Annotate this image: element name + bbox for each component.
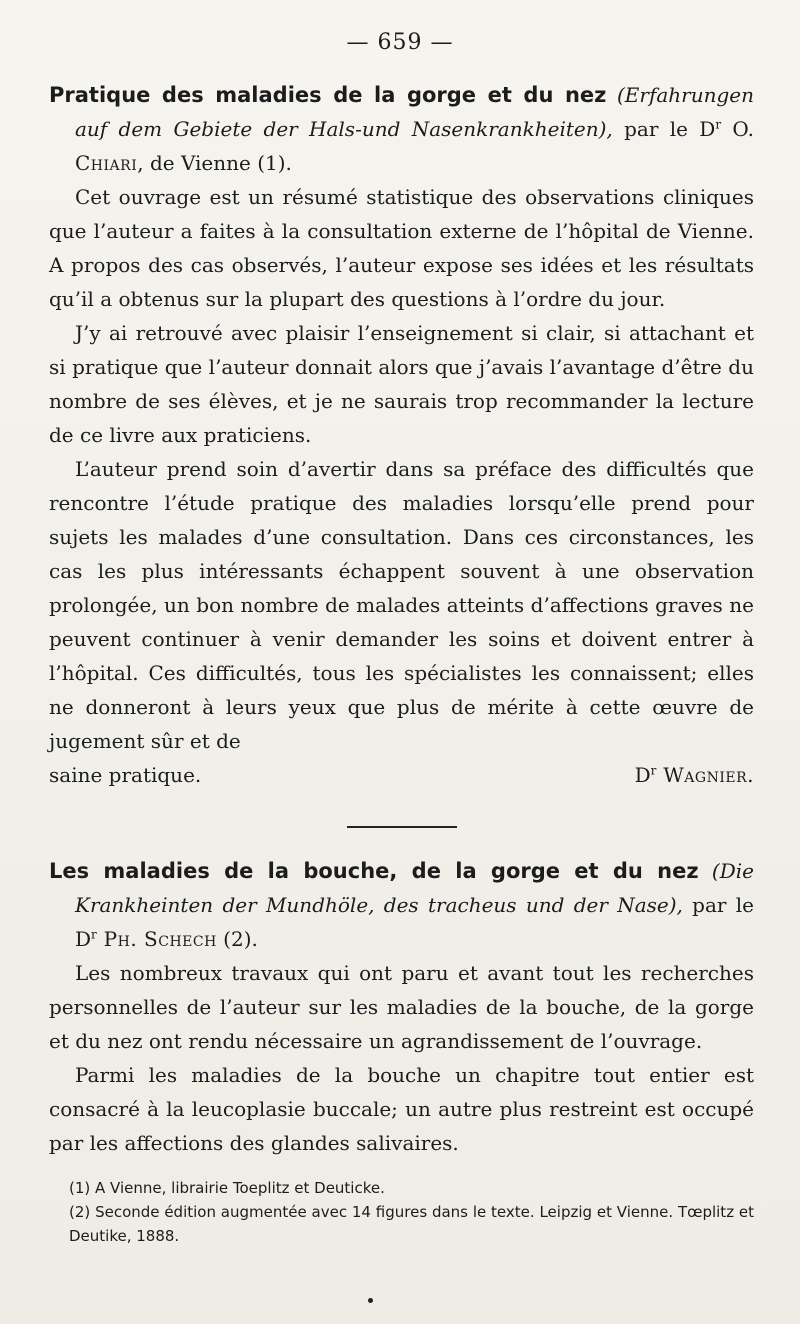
page-body	[49, 78, 754, 1248]
review-byline-suffix: , de Vienne (1).	[137, 151, 292, 175]
review-heading	[49, 854, 754, 956]
paragraph: Parmi les maladies de la bouche un chapitre tout entier est consacré à la leucoplasie buccale; un autre plus restreint est occupé par les affections des glandes salivaires.	[49, 1063, 754, 1155]
review-original-title: (Die Krankheinten der Mundhöle, des tracheus und der Nase),	[75, 859, 754, 917]
printer-mark	[368, 1298, 373, 1303]
review-chiari	[49, 78, 754, 792]
section-divider	[347, 826, 457, 828]
signature-sup: r	[650, 763, 657, 778]
review-author-initial: O.	[721, 117, 754, 141]
paragraph: L’auteur prend soin d’avertir dans sa préface des difficultés que rencontre l’étude pratique des maladies lorsqu’elle prend pour sujets les malades d’une consultation. Dans ces circonstances, les cas les plus intéressants échappent souvent à une observation prolongée, un bon nombre de malades atteints d’affections graves ne peuvent continuer à venir demander les soins et doivent entrer à l’hôpital. Ces difficultés, tous les spécialistes les connaissent; elles ne donneront à leurs yeux que plus de mérite à cette œuvre de jugement sûr et de	[49, 457, 754, 753]
signature-name: Wagnier.	[656, 763, 754, 787]
review-byline-suffix: (2).	[216, 927, 258, 951]
paragraph-last-line: saine pratique.	[49, 763, 202, 787]
footnotes	[49, 1176, 754, 1248]
review-byline-sup: r	[91, 927, 97, 942]
review-author-name: Ph. Schech	[96, 927, 217, 951]
footnote: (1) A Vienne, librairie Toeplitz et Deuticke.	[69, 1179, 385, 1197]
review-byline-prefix: par le D	[624, 117, 716, 141]
footnote: (2) Seconde édition augmentée avec 14 figures dans le texte. Leipzig et Vienne. Tœplitz et Deutike, 1888.	[69, 1203, 754, 1245]
review-byline-prefix: par le D	[75, 893, 754, 951]
review-author-name: Chiari	[75, 151, 138, 175]
signature-prefix: D	[634, 763, 651, 787]
review-schech	[49, 854, 754, 1160]
paragraph: J’y ai retrouvé avec plaisir l’enseignement si clair, si attachant et si pratique que l’auteur donnait alors que j’avais l’avantage d’être du nombre de ses élèves, et je ne saurais trop recommander la lecture de ce livre aux praticiens.	[49, 321, 754, 447]
paragraph: Les nombreux travaux qui ont paru et avant tout les recherches personnelles de l’auteur sur les maladies de la bouche, de la gorge et du nez ont rendu nécessaire un agrandissement de l’ouvrage.	[49, 961, 754, 1053]
signature	[635, 758, 754, 792]
paragraph: Cet ouvrage est un résumé statistique des observations cliniques que l’auteur a faites à la consultation externe de l’hôpital de Vienne. A propos des cas observés, l’auteur expose ses idées et les résultats qu’il a obtenus sur la plupart des questions à l’ordre du jour.	[49, 185, 754, 311]
review-byline-sup: r	[715, 117, 722, 132]
page-number: — 659 —	[346, 30, 454, 55]
review-title: Les maladies de la bouche, de la gorge et du nez	[49, 859, 699, 883]
review-original-title: (Erfahrungen auf dem Gebiete der Hals-und Nasenkrankheiten),	[75, 83, 755, 141]
review-heading	[49, 78, 754, 180]
review-title: Pratique des maladies de la gorge et du nez	[49, 83, 607, 107]
signature-line	[49, 758, 754, 792]
